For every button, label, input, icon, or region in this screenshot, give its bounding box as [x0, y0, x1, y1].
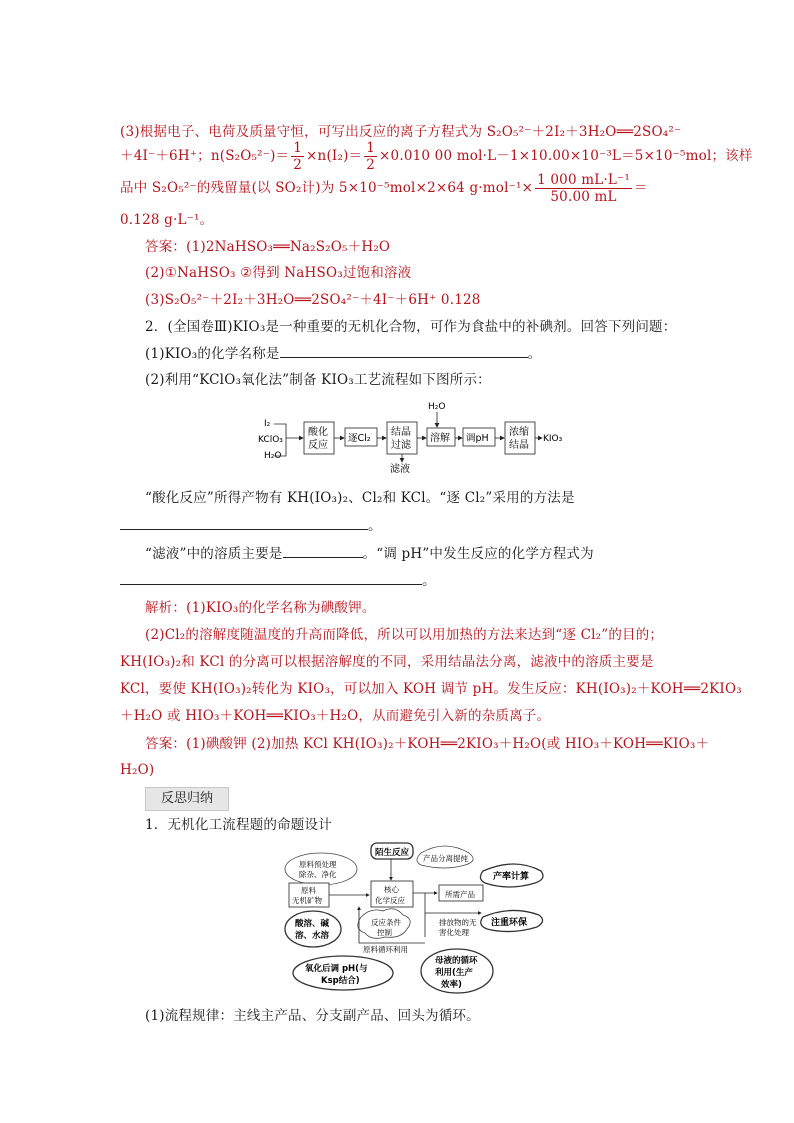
- diagram-oxidize-line1: 氧化后调 pH(与: [305, 964, 368, 974]
- analysis-line-4: 0.128 g·L⁻¹。: [120, 212, 214, 228]
- half-denominator: 2: [293, 157, 303, 173]
- diagram-oxidize-line2: Ksp结合): [321, 976, 360, 986]
- question2-part1-end: 。: [527, 346, 542, 362]
- diagram-pretreat-line1: 原料预处理: [299, 860, 337, 869]
- summary-heading: 1．无机化工流程题的命题设计: [145, 817, 332, 833]
- half-fraction-2: [364, 140, 377, 173]
- flow-input-h2o: H₂O: [264, 451, 282, 461]
- flow-filtrate-label: 滤液: [390, 464, 410, 475]
- flow-box-crystallize-line1: 结晶: [391, 427, 411, 438]
- analysis2-line-1: 解析：(1)KIO₃的化学名称为碘酸钾。: [145, 600, 376, 616]
- diagram-product-label: 所需产品: [445, 890, 475, 899]
- question2-part1-text: (1)KIO₃的化学名称是: [145, 346, 280, 362]
- volume-denominator: 50.00 mL: [550, 189, 617, 205]
- half-denominator-2: 2: [366, 157, 376, 173]
- answer2-line-2: H₂O): [120, 762, 155, 778]
- diagram-environment-label: 注重环保: [491, 918, 528, 928]
- answer1-line-1: 答案：(1)2NaHSO₃══Na₂S₂O₅＋H₂O: [145, 239, 391, 255]
- analysis-line-3a: 品中 S₂O₅²⁻的残留量(以 SO₂计)为 5×10⁻⁵mol×2×64 g·mol⁻¹×: [120, 180, 534, 196]
- diagram-yield-label: 产率计算: [493, 872, 530, 882]
- analysis2-line-4: KCl，要使 KH(IO₃)₂转化为 KIO₃，可以加入 KOH 调节 pH。发生反应：KH(IO₃)₂＋KOH══2KIO₃: [120, 681, 742, 697]
- diagram-raw-line1: 原料: [301, 886, 316, 895]
- diagram-side-reaction-label: 陌生反应: [375, 848, 410, 858]
- diagram-waste-line1: 排放物的无: [439, 918, 477, 927]
- question2-statement-2-text-b: 。“调 pH”中发生反应的化学方程式为: [362, 546, 594, 562]
- answer2-line-1: 答案：(1)碘酸钾 (2)加热 KCl KH(IO₃)₂＋KOH══2KIO₃＋H₂O(或 HIO₃＋KOH══KIO₃＋: [145, 736, 710, 752]
- answer-blank-3[interactable]: [283, 543, 363, 558]
- design-diagram: [283, 837, 551, 997]
- question2-statement-1-end: 。: [368, 518, 382, 534]
- analysis-line-3: [120, 170, 680, 206]
- analysis2-line-3: KH(IO₃)₂和 KCl 的分离可以根据溶解度的不同，采用结晶法分离，滤液中的溶质主要是: [120, 654, 654, 670]
- question2-intro: 2．(全国卷Ⅲ)KIO₃是一种重要的无机化合物，可作为食盐中的补碘剂。回答下列问题：: [145, 319, 677, 335]
- summary-badge: 反思归纳: [145, 787, 229, 811]
- analysis-line-2b: ×n(I₂)＝: [306, 148, 363, 164]
- answer-blank-1[interactable]: [280, 343, 528, 358]
- question2-part2: (2)利用“KClO₃氧化法”制备 KIO₃工艺流程如下图所示：: [145, 372, 491, 388]
- diagram-core-line1: 核心: [384, 885, 399, 894]
- diagram-dissolve-line1: 酸溶、碱: [295, 919, 330, 929]
- answer1-line-2: (2)①NaHSO₃ ②得到 NaHSO₃过饱和溶液: [145, 265, 412, 281]
- diagram-dissolve-bubble: [285, 911, 341, 947]
- question2-statement-2-end: 。: [422, 573, 436, 589]
- flow-box-crystallize-line2: 过滤: [391, 440, 411, 451]
- diagram-mother-line3: 效率): [441, 980, 462, 990]
- analysis-line-3b: ＝: [634, 180, 648, 196]
- question2-part1: [145, 343, 705, 364]
- flow-output-kio3: KIO₃: [543, 434, 563, 444]
- analysis-line-2c: ×0.010 00 mol·L－1×10.00×10⁻³L＝5×10⁻⁵mol；该样: [379, 148, 753, 164]
- half-numerator-2: 1: [366, 140, 376, 156]
- flow-input-kclo3: KClO₃: [258, 435, 283, 445]
- flow-box-adjust-ph-label: 调pH: [466, 433, 489, 444]
- analysis2-line-2: (2)Cl₂的溶解度随温度的升高而降低，所以可以用加热的方法来达到“逐 Cl₂”的目的；: [145, 627, 664, 643]
- half-fraction: [291, 140, 304, 173]
- volume-fraction: [535, 172, 632, 205]
- answer1-line-3: (3)S₂O₅²⁻＋2I₂＋3H₂O══2SO₄²⁻＋4I⁻＋6H⁺ 0.128: [145, 292, 481, 308]
- question2-statement-2-text: “滤液”中的溶质主要是: [145, 546, 283, 562]
- diagram-raw-line2: 无机矿物: [292, 896, 322, 905]
- flow-box-dissolve-label: 溶解: [430, 433, 450, 444]
- diagram-recycle-label: 原料循环利用: [363, 945, 408, 954]
- analysis2-line-5: ＋H₂O 或 HIO₃＋KOH══KIO₃＋H₂O，从而避免引入新的杂质离子。: [120, 708, 551, 724]
- flow-input-i2: I₂: [264, 419, 271, 429]
- flow-box-concentrate-line1: 浓缩: [509, 427, 529, 438]
- volume-numerator: 1 000 mL·L⁻¹: [537, 172, 630, 188]
- flow-box-acidify-line1: 酸化: [308, 427, 328, 438]
- analysis-line-2a: ＋4I⁻＋6H⁺；n(S₂O₅²⁻)＝: [120, 148, 290, 164]
- flow-box-acidify-line2: 反应: [308, 440, 328, 451]
- analysis-line-2: [120, 140, 753, 173]
- diagram-condition-line1: 反应条件: [371, 918, 401, 927]
- question2-statement-1-blank: [120, 515, 680, 536]
- flow-water-label: H₂O: [428, 402, 446, 412]
- diagram-core-line2: 化学反应: [375, 896, 405, 905]
- diagram-mother-line1: 母液的循环: [435, 956, 478, 966]
- question2-statement-1: “酸化反应”所得产物有 KH(IO₃)₂、Cl₂和 KCl。“逐 Cl₂”采用的方法是: [145, 490, 575, 506]
- flow-box-expel-cl2-label: 逐Cl₂: [348, 433, 371, 444]
- summary-rule: (1)流程规律：主线主产品、分支副产品、回头为循环。: [145, 1008, 480, 1024]
- half-numerator: 1: [293, 140, 303, 156]
- diagram-separation-label: 产品分离提纯: [423, 854, 468, 863]
- diagram-pretreat-bubble: [285, 853, 357, 885]
- flow-box-concentrate-line2: 结晶: [509, 440, 529, 451]
- answer-blank-4[interactable]: [120, 570, 422, 585]
- diagram-pretreat-line2: 除杂、净化: [299, 870, 337, 879]
- diagram-mother-line2: 利用(生产: [435, 968, 473, 978]
- question2-statement-2-blank: [120, 570, 680, 591]
- diagram-dissolve-line2: 溶、水溶: [295, 931, 330, 941]
- process-flow-diagram: [258, 398, 568, 476]
- analysis-line-1: (3)根据电子、电荷及质量守恒，可写出反应的离子方程式为 S₂O₅²⁻＋2I₂＋3H₂O══2SO₄²⁻: [120, 124, 682, 140]
- diagram-waste-line2: 害化处理: [439, 928, 469, 937]
- answer-blank-2[interactable]: [120, 515, 368, 530]
- question2-statement-2: [145, 543, 705, 564]
- diagram-condition-line2: 控制: [377, 928, 392, 937]
